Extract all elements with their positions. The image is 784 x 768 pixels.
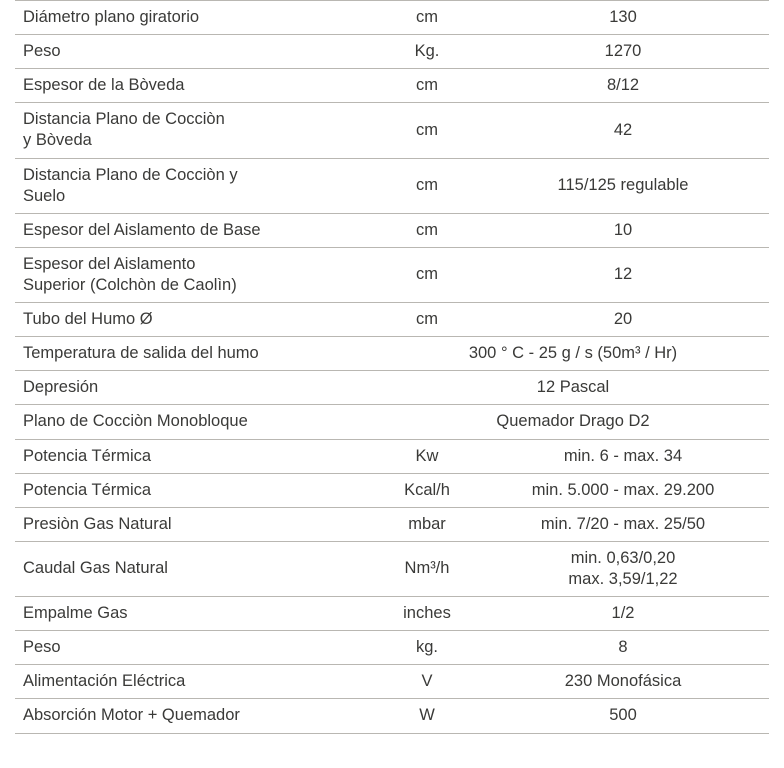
spec-unit: Nm³/h <box>404 559 450 578</box>
table-row <box>15 337 769 371</box>
spec-value <box>477 597 769 631</box>
table-row <box>15 247 769 302</box>
specifications-table <box>15 0 769 734</box>
spec-label-line1: Presiòn Gas Natural <box>23 514 172 533</box>
spec-label <box>15 303 377 337</box>
spec-value-line1: 500 <box>609 706 637 725</box>
spec-label-line1: Depresión <box>23 378 99 397</box>
spec-value <box>477 473 769 507</box>
table-row <box>15 103 769 158</box>
spec-unit: Kw <box>415 446 439 465</box>
spec-value <box>477 103 769 158</box>
spec-label <box>15 665 377 699</box>
spec-label <box>15 247 377 302</box>
spec-label-line1: Caudal Gas Natural <box>23 559 168 578</box>
spec-value <box>477 247 769 302</box>
spec-label <box>15 597 377 631</box>
table-row <box>15 35 769 69</box>
table-row <box>15 439 769 473</box>
spec-value-line1: 8 <box>618 638 628 657</box>
spec-value <box>477 213 769 247</box>
spec-value-line1: 8/12 <box>606 76 640 95</box>
spec-value <box>477 303 769 337</box>
spec-label-line1: Absorción Motor + Quemador <box>23 706 240 725</box>
spec-label <box>15 541 377 596</box>
spec-label-line2: Suelo <box>23 186 66 205</box>
spec-label <box>15 213 377 247</box>
spec-label <box>15 103 377 158</box>
spec-value: 12 Pascal <box>536 378 610 397</box>
spec-unit: mbar <box>408 514 446 533</box>
spec-value-line1: min. 5.000 - max. 29.200 <box>531 480 715 499</box>
table-row <box>15 69 769 103</box>
spec-unit: inches <box>403 604 451 623</box>
spec-value-line1: 130 <box>609 8 637 26</box>
table-row <box>15 541 769 596</box>
spec-value-line1: 115/125 regulable <box>557 176 689 195</box>
spec-label-line1: Espesor del Aislamento de Base <box>23 220 261 239</box>
spec-label <box>15 1 377 35</box>
table-row <box>15 158 769 213</box>
spec-value-line1: 42 <box>613 120 633 139</box>
spec-unit: cm <box>416 76 438 95</box>
spec-unit: kg. <box>415 638 438 657</box>
spec-value-line1: 230 Monofásica <box>564 672 682 691</box>
spec-value: Quemador Drago D2 <box>496 412 650 431</box>
spec-label-line1: Tubo del Humo Ø <box>23 310 153 329</box>
spec-value <box>477 699 769 733</box>
spec-label-line1: Espesor de la Bòveda <box>23 76 185 95</box>
spec-label <box>15 507 377 541</box>
spec-unit: cm <box>416 310 438 329</box>
spec-label <box>15 699 377 733</box>
spec-value-line2: max. 3,59/1,22 <box>568 569 678 588</box>
spec-value <box>477 631 769 665</box>
spec-unit: W <box>419 706 435 725</box>
spec-label-line2: y Bòveda <box>23 131 92 150</box>
spec-label-line1: Distancia Plano de Cocciòn <box>23 110 225 129</box>
spec-label <box>15 158 377 213</box>
spec-label <box>15 439 377 473</box>
table-row <box>15 473 769 507</box>
spec-label-line1: Espesor del Aislamento <box>23 254 196 273</box>
spec-label <box>15 69 377 103</box>
spec-label <box>15 405 377 439</box>
spec-value-line1: min. 0,63/0,20 <box>570 548 676 567</box>
spec-label-line1: Peso <box>23 42 61 61</box>
table-row <box>15 631 769 665</box>
spec-label-line1: Diámetro plano giratorio <box>23 8 200 26</box>
spec-label <box>15 473 377 507</box>
spec-label-line1: Temperatura de salida del humo <box>23 344 259 363</box>
spec-label-line1: Empalme Gas <box>23 604 128 623</box>
spec-label <box>15 631 377 665</box>
table-row <box>15 303 769 337</box>
spec-unit: cm <box>416 176 438 195</box>
spec-value-line1: 10 <box>613 220 633 239</box>
table-row <box>15 405 769 439</box>
table-row <box>15 597 769 631</box>
spec-unit: cm <box>416 8 438 26</box>
spec-value <box>477 1 769 35</box>
spec-value-line1: 1270 <box>604 42 642 61</box>
specifications-table-body <box>15 1 769 734</box>
spec-label <box>15 337 377 371</box>
table-row <box>15 371 769 405</box>
table-row <box>15 665 769 699</box>
spec-unit: cm <box>416 220 438 239</box>
spec-unit: Kcal/h <box>404 480 450 499</box>
spec-unit: Kg. <box>414 42 440 61</box>
spec-label <box>15 35 377 69</box>
spec-value <box>477 69 769 103</box>
spec-label-line1: Peso <box>23 638 61 657</box>
spec-value-line1: 20 <box>613 310 633 329</box>
spec-value <box>477 507 769 541</box>
spec-value <box>477 665 769 699</box>
spec-unit: cm <box>416 120 438 139</box>
spec-value <box>477 158 769 213</box>
table-row <box>15 507 769 541</box>
spec-value: 300 ° C - 25 g / s (50m³ / Hr) <box>468 344 678 363</box>
spec-label-line1: Plano de Cocciòn Monobloque <box>23 412 248 431</box>
table-row <box>15 1 769 35</box>
spec-label-line1: Alimentación Eléctrica <box>23 672 186 691</box>
table-row <box>15 699 769 733</box>
spec-value-line1: 12 <box>613 265 633 284</box>
spec-value-line1: min. 7/20 - max. 25/50 <box>540 514 706 533</box>
spec-unit: V <box>421 672 433 691</box>
spec-unit: cm <box>416 265 438 284</box>
spec-label-line1: Distancia Plano de Cocciòn y <box>23 165 238 184</box>
spec-label <box>15 371 377 405</box>
spec-label-line1: Potencia Térmica <box>23 480 152 499</box>
spec-label-line2: Superior (Colchòn de Caolìn) <box>23 275 237 294</box>
spec-value <box>477 35 769 69</box>
spec-value <box>477 439 769 473</box>
spec-label-line1: Potencia Térmica <box>23 446 152 465</box>
spec-value <box>477 541 769 596</box>
spec-value-line1: 1/2 <box>611 604 635 623</box>
spec-value-line1: min. 6 - max. 34 <box>563 446 683 465</box>
table-row <box>15 213 769 247</box>
